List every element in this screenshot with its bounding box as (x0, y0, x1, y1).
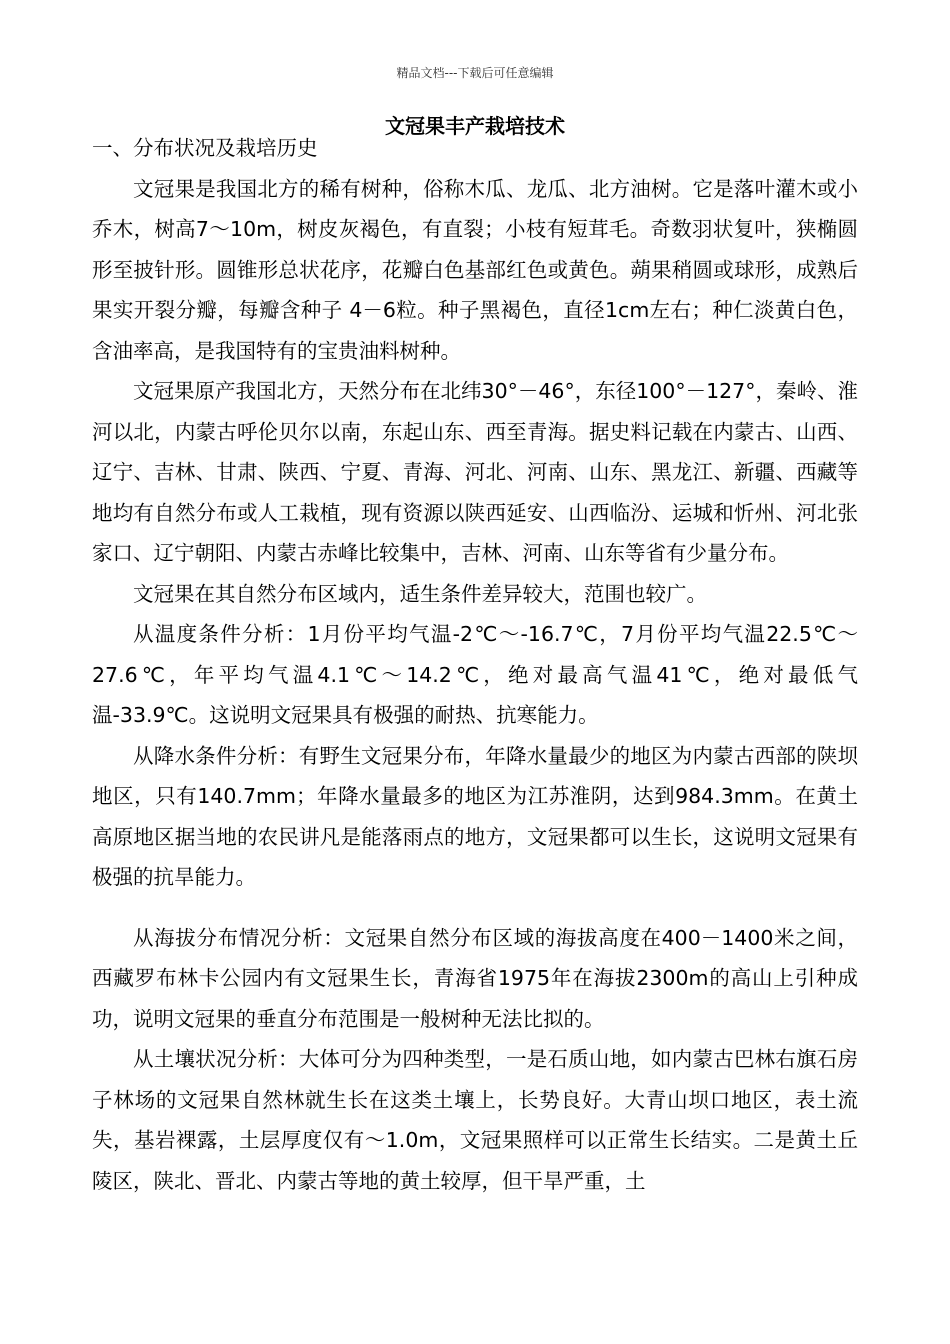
paragraph-altitude: 从海拔分布情况分析：文冠果自然分布区域的海拔高度在400－1400米之间，西藏罗布林卡公园内有文冠果生长，青海省1975年在海拔2300m的高山上引种成功，说明文冠果的垂直分布范围是一般树种无法比拟的。 (92, 925, 858, 1031)
paragraph-temperature: 从温度条件分析：1月份平均气温-2℃～-16.7℃，7月份平均气温22.5℃～27.6℃，年平均气温4.1℃～14.2℃，绝对最高气温41℃，绝对最低气温-33.9℃。这说明文冠果具有极强的耐热、抗寒能力。 (92, 622, 858, 727)
page-header-note: 精品文档---下载后可任意编辑 (396, 66, 554, 80)
paragraph-description: 文冠果是我国北方的稀有树种，俗称木瓜、龙瓜、北方油树。它是落叶灌木或小乔木，树高7～10m，树皮灰褐色，有直裂；小枝有短茸毛。奇数羽状复叶，狭椭圆形至披针形。圆锥形总状花序，花瓣白色基部红色或黄色。蒴果稍圆或球形，成熟后果实开裂分瓣，每瓣含种子 4－6粒。种子黑褐色，直径1cm左右；种仁淡黄白色，含油率高，是我国特有的宝贵油料树种。 (92, 176, 858, 363)
paragraph-soil: 从土壤状况分析：大体可分为四种类型，一是石质山地，如内蒙古巴林右旗石房子林场的文冠果自然林就生长在这类土壤上，长势良好。大青山坝口地区，表土流失，基岩裸露，土层厚度仅有～1.0m，文冠果照样可以正常生长结实。二是黄土丘陵区，陕北、晋北、内蒙古等地的黄土较厚，但干旱严重，土 (92, 1047, 858, 1193)
paragraph-distribution: 文冠果原产我国北方，天然分布在北纬30°－46°，东径100°－127°，秦岭、淮河以北，内蒙古呼伦贝尔以南，东起山东、西至青海。据史料记载在内蒙古、山西、辽宁、吉林、甘肃、陕西、宁夏、青海、河北、河南、山东、黑龙江、新疆、西藏等地均有自然分布或人工栽植，现有资源以陕西延安、山西临汾、运城和忻州、河北张家口、辽宁朝阳、内蒙古赤峰比较集中，吉林、河南、山东等省有少量分布。 (92, 379, 858, 565)
paragraph-precipitation: 从降水条件分析：有野生文冠果分布，年降水量最少的地区为内蒙古西部的陕坝地区，只有140.7mm；年降水量最多的地区为江苏淮阴，达到984.3mm。在黄土高原地区据当地的农民讲凡是能落雨点的地方，文冠果都可以生长，这说明文冠果有极强的抗旱能力。 (92, 743, 858, 889)
document-title: 文冠果丰产栽培技术 (385, 114, 565, 138)
document-body (92, 128, 858, 1201)
paragraph-conditions: 文冠果在其自然分布区域内，适生条件差异较大，范围也较广。 (133, 581, 707, 606)
section-heading: 一、分布状况及栽培历史 (92, 136, 318, 160)
